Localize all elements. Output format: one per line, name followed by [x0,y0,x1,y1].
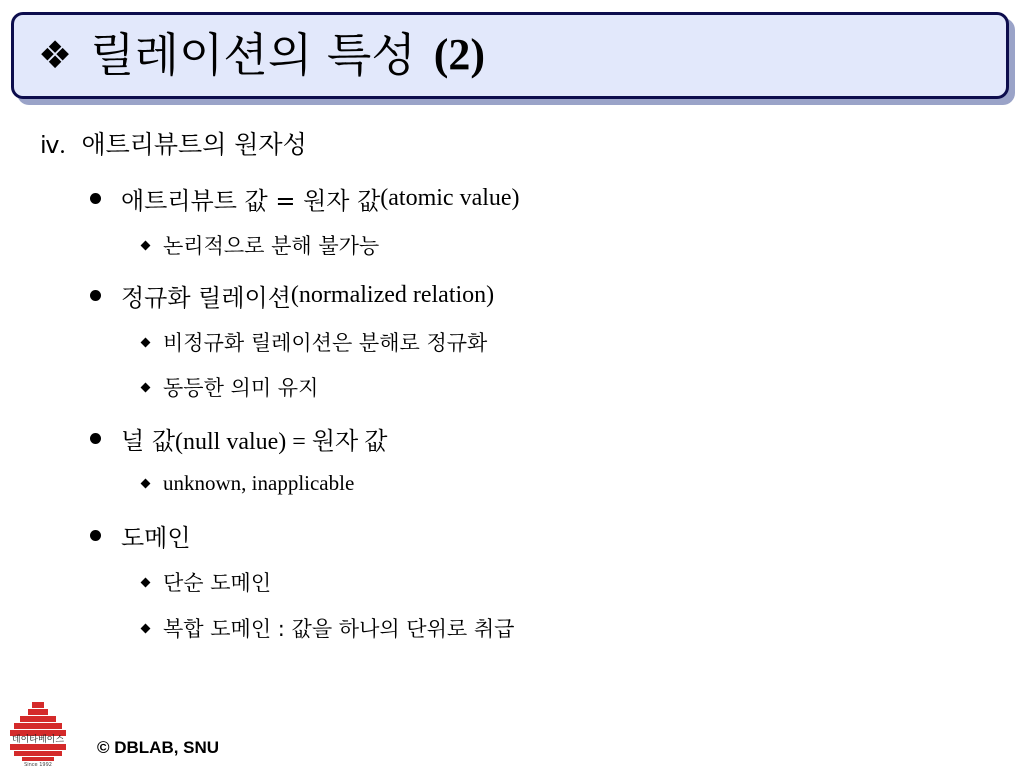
bullet-dot-icon [90,290,101,301]
list-item [90,518,191,553]
bullet-dot-icon [90,530,101,541]
section-marker: ⅳ. [40,133,66,159]
sub-list-item [140,471,354,496]
sub-list-item-text: 동등한 의미 유지 [163,376,319,400]
bullet-dot-icon [90,433,101,444]
sub-list-item [140,372,318,402]
title-box [11,12,1009,99]
sub-list-item-text: 비정규화 릴레이션은 분해로 정규화 [163,331,488,355]
sub-list-item-text: 단순 도메인 [163,571,272,595]
list-item-text-en: (normalized relation) [290,282,495,308]
list-item-text: 도메인 [121,524,191,552]
list-item [90,421,387,456]
dblab-logo [0,700,76,768]
four-diamond-bullet-icon: ❖ [38,33,73,77]
sub-list-item-text: 복합 도메인 : 값을 하나의 단위로 취급 [163,617,515,641]
sub-list-item [140,567,271,597]
sub-list-item [140,613,514,643]
slide-title-number: (2) [433,30,486,79]
list-item-text: 정규화 릴레이션 [121,284,291,312]
list-item-text: 널 값 [121,427,175,455]
bullet-diamond-icon [141,240,151,250]
logo-text: 데이타베이스 [11,735,65,745]
logo-since-text: Since 1992 [24,762,52,768]
list-item-text: 애트리뷰트 값 = 원자 값 [121,187,381,215]
copyright-footer: © DBLAB, SNU [97,738,220,757]
bullet-diamond-icon [141,577,151,587]
sub-list-item [140,327,487,357]
bullet-diamond-icon [141,382,151,392]
list-item-text-en: (null value) = 원자 값 [175,429,388,455]
sub-list-item-text: 논리적으로 분해 불가능 [163,234,380,258]
list-item [90,278,494,313]
slide-title-text: 릴레이션의 특성 [90,28,416,82]
slide-title [38,25,485,85]
bullet-diamond-icon [141,623,151,633]
bullet-diamond-icon [141,337,151,347]
sub-list-item [140,230,379,260]
section-heading [40,125,307,161]
sub-list-item-text: unknown, inapplicable [163,471,355,495]
bullet-diamond-icon [141,479,151,489]
bullet-dot-icon [90,193,101,204]
section-heading-text: 애트리뷰트의 원자성 [81,130,307,159]
list-item-text-en: (atomic value) [380,185,520,211]
list-item [90,181,520,216]
